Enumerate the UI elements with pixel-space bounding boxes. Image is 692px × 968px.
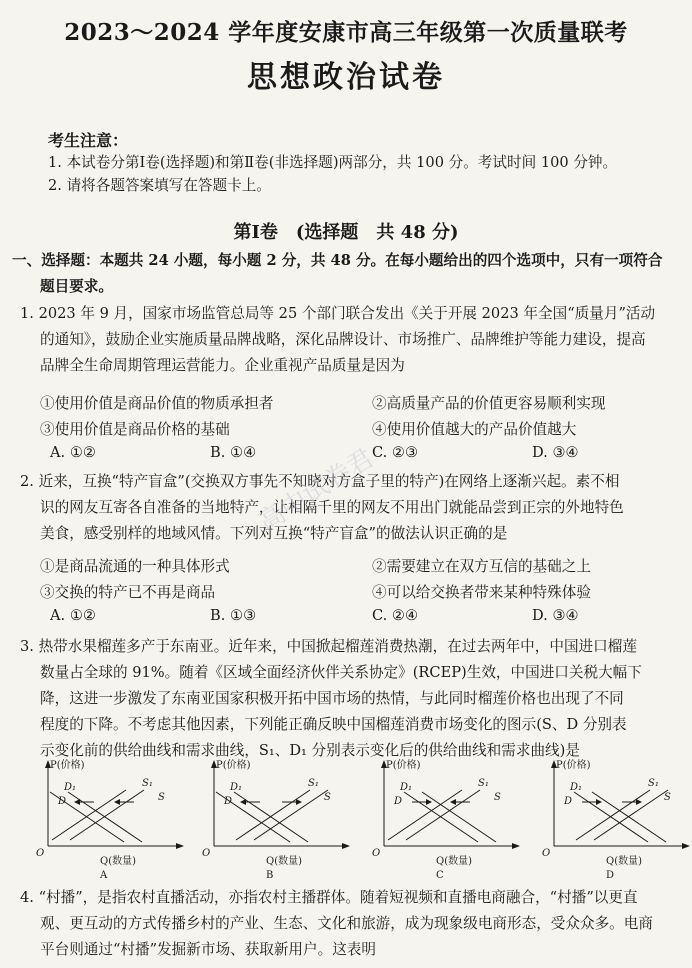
question-text: 观、更互动的方式传播乡村的产业、生态、文化和旅游，成为现象级电商形态，受众众多。电商 <box>40 915 653 932</box>
exam-title: 2023～2024 学年度安康市高三年级第一次质量联考 <box>64 19 628 46</box>
choice-a: A. ①② <box>50 607 96 624</box>
origin-label: O <box>542 848 551 859</box>
d-label: D <box>394 796 403 807</box>
exam-subject: 思想政治试卷 <box>247 60 445 95</box>
question-text: 的通知》，鼓励企业实施质量品牌战略，深化品牌设计、市场推广、品牌维护等能力建设，提高 <box>40 331 646 348</box>
s-label: S <box>158 792 165 803</box>
question-text: 示变化前的供给曲线和需求曲线，S₁、D₁ 分别表示变化后的供给曲线和需求曲线)是 <box>40 742 580 759</box>
choice-d: D. ③④ <box>532 444 579 461</box>
d-label: D <box>564 796 573 807</box>
s1-label: S₁ <box>648 778 659 789</box>
supply-curve-s1 <box>594 790 668 840</box>
demand-curve-d1 <box>422 792 496 842</box>
choice-b: B. ①④ <box>210 444 257 461</box>
s-label: S <box>324 792 331 803</box>
s1-label: S₁ <box>142 778 153 789</box>
supply-demand-diagram <box>536 760 686 880</box>
d-label: D <box>58 796 67 807</box>
notice-item: 2. 请将各题答案填写在答题卡上。 <box>48 177 271 194</box>
supply-curve-s <box>406 790 480 840</box>
question-text: 程度的下降。不考虑其他因素，下列能正确反映中国榴莲消费市场变化的图示(S、D 分别表 <box>40 716 627 733</box>
choice-d: D. ③④ <box>532 607 579 624</box>
demand-curve-d <box>404 792 478 842</box>
choice-c: C. ②④ <box>372 607 419 624</box>
y-axis-label: P(价格) <box>216 760 251 771</box>
demand-curve-d1 <box>592 792 666 842</box>
d1-label: D₁ <box>230 782 243 793</box>
x-axis-label: Q(数量) <box>606 856 643 867</box>
chart-option-label: D <box>606 870 615 881</box>
notice-heading: 考生注意： <box>48 131 129 150</box>
supply-demand-diagram <box>196 760 346 880</box>
section-instruction: 题目要求。 <box>40 278 113 295</box>
supply-curve-s <box>576 790 650 840</box>
question-text: 1. 2023 年 9 月，国家市场监管总局等 25 个部门联合发出《关于开展 2023 年全国“质量月”活动 <box>20 305 656 322</box>
statement: ①使用价值是商品价值的物质承担者 <box>40 395 274 412</box>
supply-curve-s1 <box>254 790 328 840</box>
s-label: S <box>664 792 671 803</box>
statement: ②需要建立在双方互信的基础之上 <box>372 558 591 575</box>
chart-option-label: C <box>436 870 444 881</box>
supply-demand-diagram <box>30 760 180 880</box>
question-text: 平台则通过“村播”发掘新市场、获取新用户。这表明 <box>40 941 376 958</box>
section-instruction: 一、选择题：本题共 24 小题，每小题 2 分，共 48 分。在每小题给出的四个选项中，只有一项符合 <box>12 252 663 269</box>
y-axis-label: P(价格) <box>556 760 591 771</box>
origin-label: O <box>372 848 381 859</box>
watermark: 高中试卷君 <box>253 443 380 538</box>
question-text: 美食，感受别样的地域风情。下列对互换“特产盲盒”的做法认识正确的是 <box>40 525 508 542</box>
question-text: 4. “村播”，是指农村直播活动，亦指农村主播群体。随着短视频和直播电商融合，“村播”以更直 <box>20 889 638 906</box>
s1-label: S₁ <box>308 778 319 789</box>
d-label: D <box>224 796 233 807</box>
d1-label: D₁ <box>64 782 77 793</box>
notice-item: 1. 本试卷分第Ⅰ卷(选择题)和第Ⅱ卷(非选择题)两部分，共 100 分。考试时间 100 分钟。 <box>48 154 618 171</box>
supply-curve-s <box>70 790 144 840</box>
y-axis-label: P(价格) <box>386 760 421 771</box>
s-label: S <box>494 792 501 803</box>
choice-b: B. ①③ <box>210 607 257 624</box>
origin-label: O <box>36 848 45 859</box>
supply-curve-s <box>236 790 310 840</box>
question-text: 3. 热带水果榴莲多产于东南亚。近年来，中国掀起榴莲消费热潮，在过去两年中，中国进口榴莲 <box>20 638 637 655</box>
s1-label: S₁ <box>478 778 489 789</box>
origin-label: O <box>202 848 211 859</box>
question-text: 识的网友互寄各自准备的当地特产，让相隔千里的网友不用出门就能品尝到正宗的外地特色 <box>40 499 624 516</box>
section-title: 第Ⅰ卷 (选择题 共 48 分) <box>233 222 459 243</box>
d1-label: D₁ <box>400 782 413 793</box>
statement: ③交换的特产已不再是商品 <box>40 584 216 601</box>
statement: ④使用价值越大的产品价值越大 <box>372 421 577 438</box>
x-axis-label: Q(数量) <box>100 856 137 867</box>
x-axis-label: Q(数量) <box>266 856 303 867</box>
statement: ②高质量产品的价值更容易顺利实现 <box>372 395 606 412</box>
choice-a: A. ①② <box>50 444 96 461</box>
x-axis-label: Q(数量) <box>436 856 473 867</box>
y-axis-label: P(价格) <box>50 760 85 771</box>
question-text: 2. 近来，互换“特产盲盒”(交换双方事先不知晓对方盒子里的特产)在网络上逐渐兴起。素不相 <box>20 473 620 490</box>
question-text: 品牌全生命周期管理运营能力。企业重视产品质量是因为 <box>40 357 405 374</box>
question-text: 数量占全球的 91%。随着《区域全面经济伙伴关系协定》(RCEP)生效，中国进口关税大幅下 <box>40 664 642 681</box>
question-text: 降，这进一步激发了东南亚国家积极开拓中国市场的热情，与此同时榴莲价格也出现了不同 <box>40 690 624 707</box>
supply-demand-diagram <box>366 760 516 880</box>
d1-label: D₁ <box>570 782 583 793</box>
statement: ①是商品流通的一种具体形式 <box>40 558 230 575</box>
chart-option-label: A <box>100 870 108 881</box>
chart-option-label: B <box>266 870 274 881</box>
choice-c: C. ②③ <box>372 444 419 461</box>
statement: ④可以给交换者带来某种特殊体验 <box>372 584 591 601</box>
statement: ③使用价值是商品价格的基础 <box>40 421 230 438</box>
